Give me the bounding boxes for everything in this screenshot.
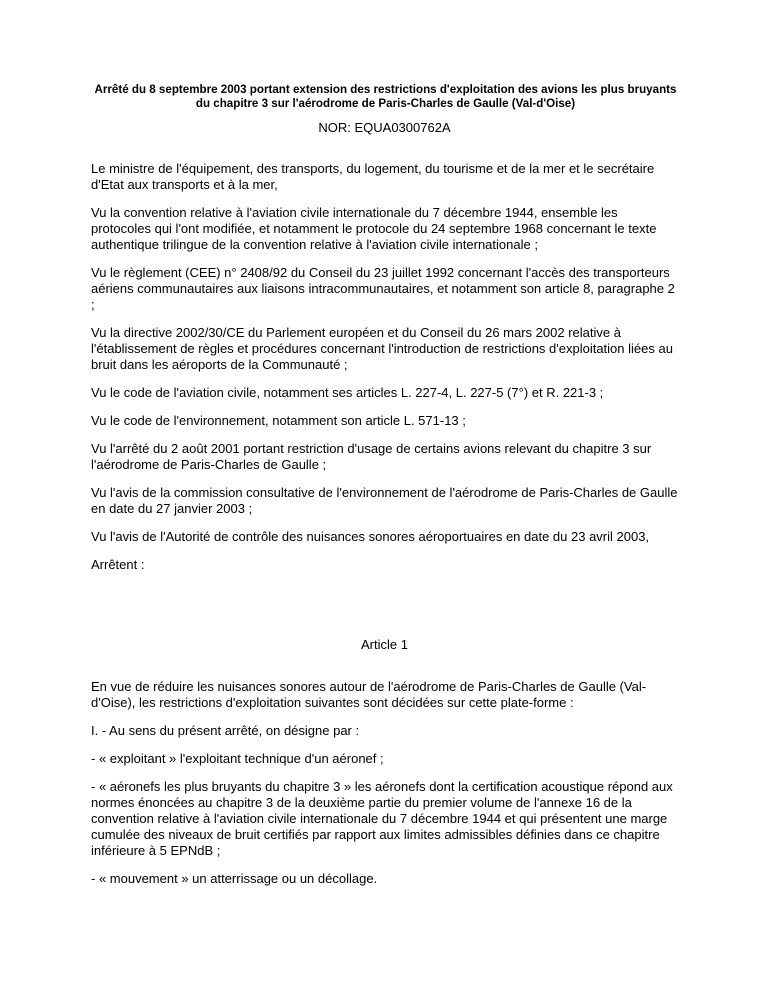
preamble-vu-convention: Vu la convention relative à l'aviation civile internationale du 7 décembre 1944, ensemble les protocoles qui l'ont modifiée, et notamment le protocole du 24 septembre 1968 concernant le texte authentique trilingue de la convention relative à l'aviation civile internationale ; bbox=[91, 205, 657, 252]
nor-reference: NOR: EQUA0300762A bbox=[318, 120, 451, 135]
article-definition-exploitant: - « exploitant » l'exploitant technique d'un aéronef ; bbox=[91, 751, 384, 766]
preamble-vu-directive: Vu la directive 2002/30/CE du Parlement européen et du Conseil du 26 mars 2002 relative à l'établissement de règles et procédures concernant l'introduction de restrictions d'exploitation liées au bruit dans les aéroports de la Communauté ; bbox=[91, 325, 673, 372]
preamble-vu-reglement: Vu le règlement (CEE) n° 2408/92 du Conseil du 23 juillet 1992 concernant l'accès des transporteurs aériens communautaires aux liaisons intracommunautaires, et notamment son article 8, paragraphe 2 ; bbox=[91, 265, 675, 312]
preamble-ministers: Le ministre de l'équipement, des transports, du logement, du tourisme et de la mer et le secrétaire d'Etat aux transports et à la mer, bbox=[91, 161, 655, 192]
article-definition-mouvement: - « mouvement » un atterrissage ou un décollage. bbox=[91, 871, 378, 886]
document-body bbox=[91, 83, 678, 887]
preamble-vu-code-environnement: Vu le code de l'environnement, notamment son article L. 571-13 ; bbox=[91, 413, 466, 428]
preamble-vu-code-aviation: Vu le code de l'aviation civile, notamment ses articles L. 227-4, L. 227-5 (7°) et R. 221-3 ; bbox=[91, 385, 604, 400]
article-paragraph-intro: En vue de réduire les nuisances sonores autour de l'aérodrome de Paris-Charles de Gaulle (Val-d'Oise), les restrictions d'exploitation suivantes sont décidées sur cette plate-forme : bbox=[91, 679, 647, 710]
document-title: Arrêté du 8 septembre 2003 portant extension des restrictions d'exploitation des avions les plus bruyants du chapitre 3 sur l'aérodrome de Paris-Charles de Gaulle (Val-d'Oise) bbox=[94, 83, 677, 110]
preamble-arretent: Arrêtent : bbox=[91, 557, 145, 572]
article-definition-aeronefs: - « aéronefs les plus bruyants du chapitre 3 » les aéronefs dont la certification acoustique répond aux normes énoncées au chapitre 3 de la deuxième partie du premier volume de l'annexe 16 de la convention relative à l'aviation civile internationale du 7 décembre 1944 et qui présentent une marge cumulée des niveaux de bruit certifiés par rapport aux limites admissibles définies dans ce chapitre inférieure à 5 EPNdB ; bbox=[91, 779, 673, 858]
preamble-vu-avis-commission: Vu l'avis de la commission consultative de l'environnement de l'aérodrome de Paris-Charles de Gaulle en date du 27 janvier 2003 ; bbox=[91, 485, 678, 516]
article-title: Article 1 bbox=[361, 637, 408, 652]
preamble-vu-arrete: Vu l'arrêté du 2 août 2001 portant restriction d'usage de certains avions relevant du chapitre 3 sur l'aérodrome de Paris-Charles de Gaulle ; bbox=[91, 441, 652, 472]
article-paragraph-definitions: I. - Au sens du présent arrêté, on désigne par : bbox=[91, 723, 360, 738]
preamble-vu-avis-autorite: Vu l'avis de l'Autorité de contrôle des nuisances sonores aéroportuaires en date du 23 avril 2003, bbox=[91, 529, 650, 544]
